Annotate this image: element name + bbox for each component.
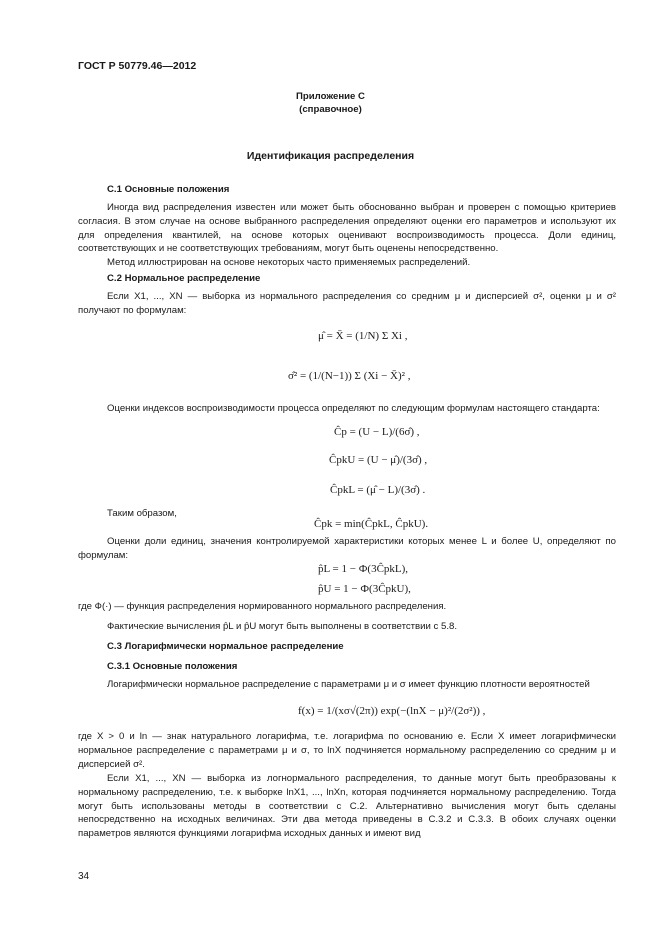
c3-paragraph-3-text: Если X1, ..., XN — выборка из логнормального распределения, то данные могут быть преобразованы к нормальному распределению, т.е. к выборке lnX1, ..., lnXn, которая подчиняется нормальному распределению. Тогда могут быть использованы методы в соответствии с С.2. Альтернативно вычисления могут быть сделаны непосредственно на исходных величинах. Эти два метода приведены в С.3.2 и С.3.3. В обоих случаях оценки параметров являются функциями логарифма исходных данных и имеют вид [78, 773, 616, 840]
c2-paragraph-1 [78, 290, 616, 318]
section-c1-heading: С.1 Основные положения [107, 184, 230, 195]
formula-pl: p̂L = 1 − Ф(3ĈpkL), [318, 563, 409, 575]
c3-paragraph-2-text: где X > 0 и ln — знак натурального логарифма, т.е. логарифма по основанию e. Если X имеет логарифмически нормальное распределение с параметрами μ и σ, то lnX подчиняется нормальному распределению со средним μ и дисперсией σ². [78, 731, 616, 770]
c2-paragraph-6: Фактические вычисления p̂L и p̂U могут быть выполнены в соответствии с 5.8. [107, 621, 457, 632]
c2-paragraph-2 [78, 402, 616, 416]
c3-paragraph-3 [78, 772, 616, 841]
c2-paragraph-1-text: Если X1, ..., XN — выборка из нормального распределения со средним μ и дисперсией σ², оценки μ и σ² получают по формулам: [78, 291, 616, 316]
page-number: 34 [78, 871, 90, 882]
formula-cp: Ĉp = (U − L)/(6σ̂) , [334, 426, 420, 438]
c1-paragraph-2: Метод иллюстрирован на основе некоторых часто применяемых распределений. [107, 257, 471, 269]
c3-paragraph-2 [78, 730, 616, 771]
c2-paragraph-2-text: Оценки индексов воспроизводимости процесса определяют по следующим формулам настоящего стандарта: [107, 403, 600, 414]
formula-cpk: Ĉpk = min(ĈpkL, ĈpkU). [314, 518, 429, 530]
section-c3-heading: С.3 Логарифмически нормальное распределение [107, 641, 344, 652]
section-c31-heading: С.3.1 Основные положения [107, 661, 238, 672]
c1-paragraph-1: Иногда вид распределения известен или может быть обоснованно выбран и проверен с помощью критериев согласия. В этом случае на основе выбранного распределения определяют оценки его параметров и используют их для определения квантилей, на основе которых оценивают воспроизводимость процесса. Доли единиц, соответствующих и не соответствующих требованиям, могут быть оценены непосредственно. [78, 202, 616, 255]
c2-paragraph-4 [78, 535, 616, 563]
formula-pu: p̂U = 1 − Ф(3ĈpkU), [318, 583, 411, 595]
formula-mu-estimate: μ̂ = X̄ = (1/N) Σ Xi , [318, 330, 408, 342]
c3-paragraph-1-text: Логарифмически нормальное распределение с параметрами μ и σ имеет функцию плотности вероятностей [107, 679, 590, 690]
appendix-subtitle: (справочное) [299, 104, 362, 115]
section-c2-heading: С.2 Нормальное распределение [107, 273, 261, 284]
c2-paragraph-3: Таким образом, [107, 508, 177, 519]
c2-paragraph-4-text: Оценки доли единиц, значения контролируемой характеристики которых менее L и более U, определяют по формулам: [78, 536, 616, 561]
document-header: ГОСТ Р 50779.46—2012 [78, 60, 197, 72]
formula-cpku: ĈpkU = (U − μ̂)/(3σ̂) , [329, 454, 428, 466]
section-c1-text [78, 201, 616, 270]
formula-sigma-estimate: σ̂² = (1/(N−1)) Σ (Xi − X̄)² , [288, 370, 411, 382]
c2-paragraph-5: где Ф(·) — функция распределения нормированного нормального распределения. [78, 601, 447, 612]
formula-lognormal-density: f(x) = 1/(xσ√(2π)) exp(−(lnX − μ)²/(2σ²)) , [298, 705, 486, 717]
main-title: Идентификация распределения [246, 150, 415, 162]
formula-cpkl: ĈpkL = (μ̂ − L)/(3σ̂) . [330, 484, 426, 496]
c3-paragraph-1 [78, 678, 616, 692]
appendix-title: Приложение С [296, 91, 365, 102]
